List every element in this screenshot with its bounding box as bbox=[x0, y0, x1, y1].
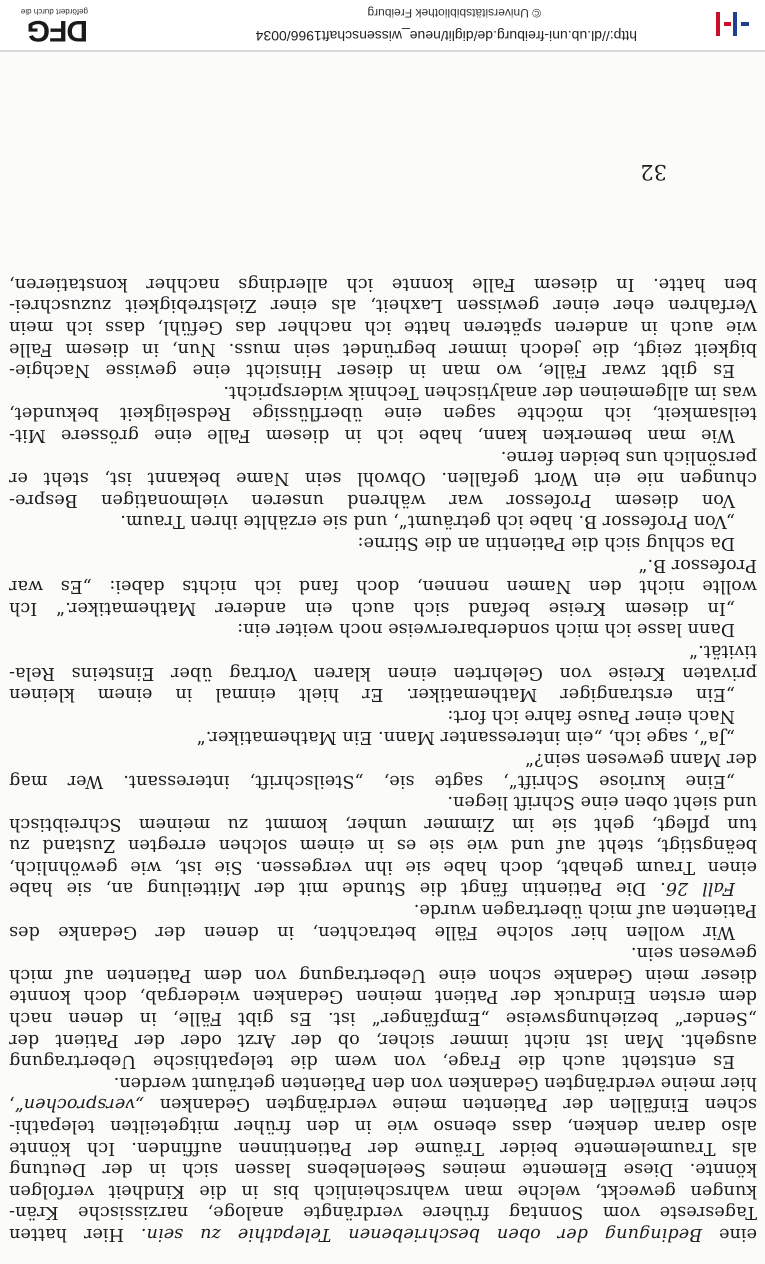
text-line: und sieht oben eine Schrift liegen. bbox=[447, 792, 757, 813]
university-library-logo-icon bbox=[711, 6, 751, 42]
text-line: „Von Professor B. habe ich geträumt“, und sie erzählte ihren Traum. bbox=[120, 511, 735, 532]
text-line: gewesen sein. bbox=[630, 943, 757, 964]
text-line: Tagesreste vom Sonntag frühere verdrängte analoge, narzissische Krän- bbox=[9, 1202, 757, 1223]
text-line: ausgeht. Man ist nicht immer sicher, ob der Arzt oder der Patient der bbox=[9, 1029, 757, 1050]
text-line: chungen nie ein Wort gefallen. Obwohl sein Name bekannt ist, steht er bbox=[9, 468, 757, 489]
text-line: also daran denken, dass ebenso wie in den früher mitgeteilten telepathi- bbox=[9, 1116, 757, 1137]
text-line: ben hatte. In diesem Falle konnte ich allerdings nachher konstatieren, bbox=[9, 273, 757, 294]
text-line: dem ersten Eindruck der Patient meinen Gedanken wiedergab, doch konnte bbox=[9, 986, 757, 1007]
text-line: bigkeit zeigt, die jedoch immer begründet sein muss. Nun, in diesem Falle bbox=[9, 338, 757, 359]
dfg-logo bbox=[14, 4, 88, 47]
text-line: schen Einfällen der Patienten meine verdrängten Gedanken „versprochen“, bbox=[9, 1094, 757, 1115]
text-line: Es entsteht auch die Frage, von wem die telepathische Uebertragung bbox=[9, 1051, 735, 1072]
copyright-notice: © Universitätsbibliothek Freiburg bbox=[367, 6, 541, 20]
text-line: Nach einer Pause fahre ich fort: bbox=[447, 705, 735, 726]
text-line: Wir wollen hier solche Fälle betrachten, in denen der Gedanke des bbox=[9, 921, 735, 942]
text-line: einen Traum gehabt, doch habe sie ihn vergessen. Sie ist, wie gewöhnlich, bbox=[9, 856, 757, 877]
text-line: teilsamkeit, ich möchte sagen eine überflüssige Redseligkeit bekundet, bbox=[9, 403, 757, 424]
text-line: „Ein erstrangiger Mathematiker. Er hielt einmal in einem kleinen bbox=[9, 684, 735, 705]
source-url-link[interactable]: http://dl.ub.uni-freiburg.de/diglit/neue_wissenschaft1966/0034 bbox=[255, 28, 637, 44]
text-line: „Ja“, sage ich, „ein interessanter Mann. Ein Mathematiker.“ bbox=[196, 727, 735, 748]
italic-phrase: „versprochen“ bbox=[14, 1094, 145, 1115]
text-line: tun pflegt, geht sie im Zimmer umher, kommt zu meinem Schreibtisch bbox=[9, 813, 757, 834]
text-line: Von diesem Professor war während unseren vielmonatigen Bespre- bbox=[9, 489, 735, 510]
text-line: Professor B.“ bbox=[638, 554, 757, 575]
text-line: könnte. Diese Elemente meines Seelenlebens lassen sich in der Deutung bbox=[9, 1159, 757, 1180]
footer-banner bbox=[0, 0, 765, 52]
text-line: persönlich uns beiden ferne. bbox=[500, 446, 757, 467]
text-line: als Traumelemente beider Träume der Patientinnen auffinden. Ich könnte bbox=[9, 1137, 757, 1158]
text-line: „Sender“ beziehungsweise „Empfänger“ ist. Es gibt Fälle, in denen nach bbox=[9, 1008, 757, 1029]
text-line: kungen geweckt, welche man wahrscheinlich bis in die Kindheit verfolgen bbox=[9, 1180, 757, 1201]
text-line: Es gibt zwar Fälle, wo man in dieser Hinsicht eine gewisse Nachgie- bbox=[9, 360, 735, 381]
text-line: wie auch in anderen späteren hatte ich nachher das Gefühl, dass ich mein bbox=[9, 317, 757, 338]
text-line: „In diesem Kreise befand sich auch ein anderer Mathematiker.“ Ich bbox=[9, 597, 735, 618]
dfg-logo-text: DFG bbox=[27, 14, 88, 47]
text-line: privaten Kreise von Gelehrten einen klaren Vortrag über Einsteins Rela- bbox=[9, 662, 757, 683]
text-line: Dann lasse ich mich sonderbarerweise noch weiter ein: bbox=[237, 619, 735, 640]
body-text bbox=[9, 272, 757, 1244]
text-line: hier meine verdrängten Gedanken von den Patienten geträumt werden. bbox=[113, 1072, 757, 1093]
text-line: Fall 26. Die Patientin fängt die Stunde mit der Mitteilung an, sie habe bbox=[9, 878, 735, 899]
text-line: eine Bedingung der oben beschriebenen Telepathie zu sein. Hier hatten bbox=[9, 1224, 757, 1244]
italic-phrase: Fall 26. bbox=[660, 878, 735, 899]
text-line: beängstigt, steht auf und wie sie es in einem solchen erregten Zustand zu bbox=[9, 835, 757, 856]
text-line: was im allgemeinen der analytischen Technik widerspricht. bbox=[223, 381, 757, 402]
text-line: „Eine kuriose Schrift“, sagte sie, „Steilschrift, interessant. Wer mag bbox=[9, 770, 735, 791]
text-line: dieser mein Gedanke schon eine Uebertragung von dem Patienten auf mich bbox=[9, 964, 757, 985]
page-number: 32 bbox=[640, 160, 667, 184]
text-line: Patienten auf mich übertragen wurde. bbox=[413, 900, 757, 921]
text-line: Wie man bemerken kann, habe ich in diesem Falle eine grössere Mit- bbox=[9, 425, 735, 446]
italic-phrase: Bedingung der oben beschriebenen Telepathie zu sein. bbox=[140, 1224, 703, 1244]
text-line: wollte nicht den Namen nennen, doch fand ich nichts dabei: „Es war bbox=[9, 576, 757, 597]
text-line: tivität.“ bbox=[689, 640, 757, 661]
text-line: Da schlug sich die Patientin an die Stirne: bbox=[357, 533, 735, 553]
text-line: der Mann gewesen sein?“ bbox=[525, 748, 757, 769]
text-line: Verfahren eher einer gewissen Laxheit, als einer Zielstrebigkeit zuzuschrei- bbox=[9, 295, 757, 316]
dfg-logo-subtext: gefördert durch die bbox=[20, 7, 88, 16]
